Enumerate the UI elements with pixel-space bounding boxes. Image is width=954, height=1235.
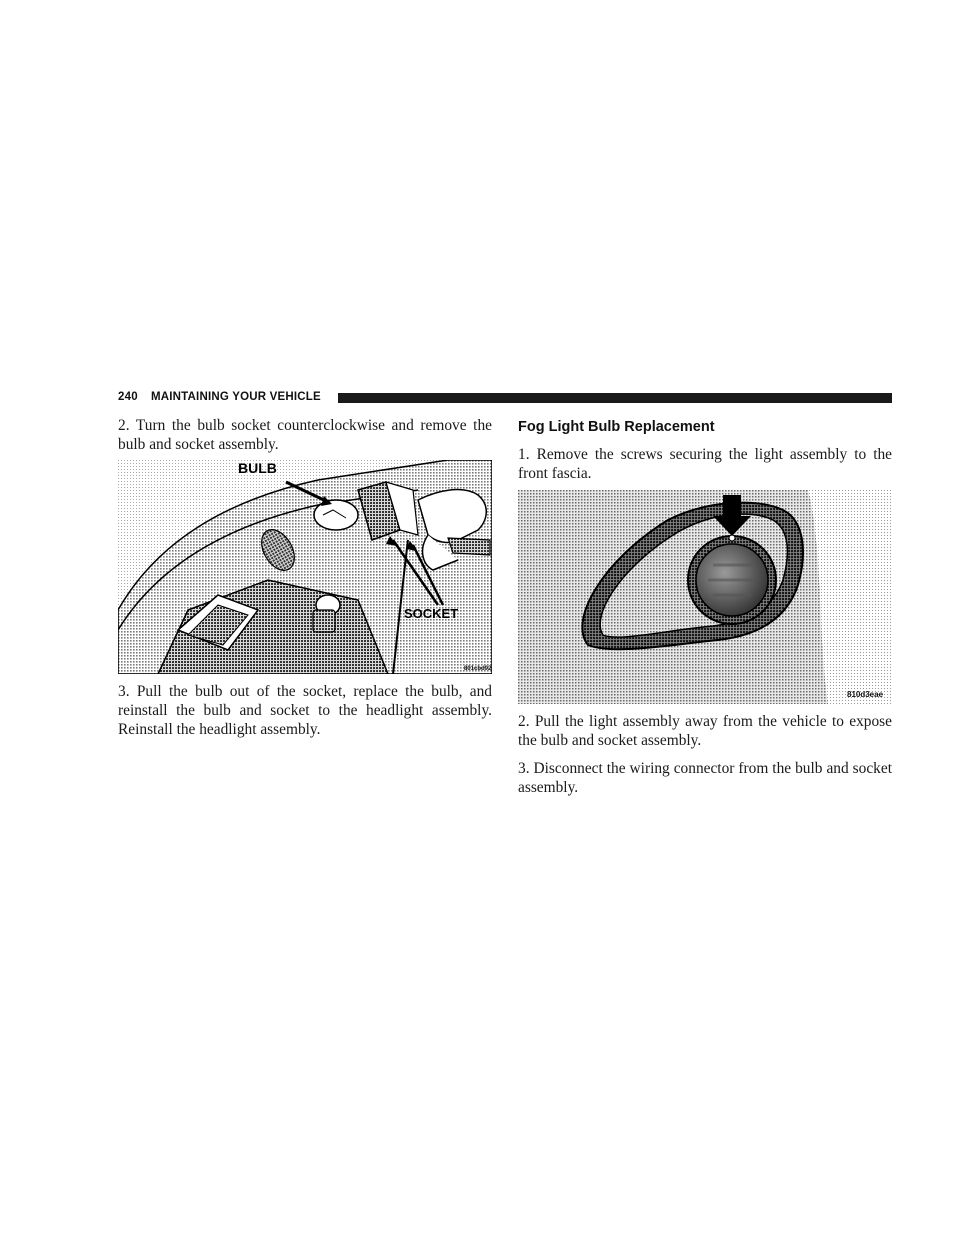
bulb-label: BULB: [238, 460, 277, 476]
right-column: [518, 416, 892, 797]
fog-light-figure: [518, 490, 892, 704]
header-rule: [338, 393, 892, 403]
socket-label: SOCKET: [404, 606, 459, 621]
left-column: [118, 416, 492, 739]
figure-code: 801cbd92: [464, 666, 492, 672]
page-number: 240: [118, 391, 138, 403]
fog-step-1-text: 1. Remove the screws securing the light assembly to the front fascia.: [518, 446, 892, 482]
headlight-bulb-figure: [118, 460, 492, 674]
fog-step-3-text: 3. Disconnect the wiring connector from the bulb and socket assembly.: [518, 760, 892, 796]
fog-step-2-text: 2. Pull the light assembly away from the vehicle to expose the bulb and socket assembly.: [518, 713, 892, 749]
subheading: Fog Light Bulb Replacement: [518, 419, 715, 435]
step-3-text: 3. Pull the bulb out of the socket, replace the bulb, and reinstall the bulb and socket to the headlight assembly. Reinstall the headlight assembly.: [118, 683, 492, 738]
figure-code: 810d3eae: [847, 690, 884, 699]
page-header: [118, 388, 892, 408]
section-title: MAINTAINING YOUR VEHICLE: [151, 391, 321, 403]
fog-light-illustration: [518, 490, 892, 704]
step-2-text: 2. Turn the bulb socket counterclockwise and remove the bulb and socket assembly.: [118, 417, 492, 453]
headlight-illustration: [118, 460, 492, 674]
